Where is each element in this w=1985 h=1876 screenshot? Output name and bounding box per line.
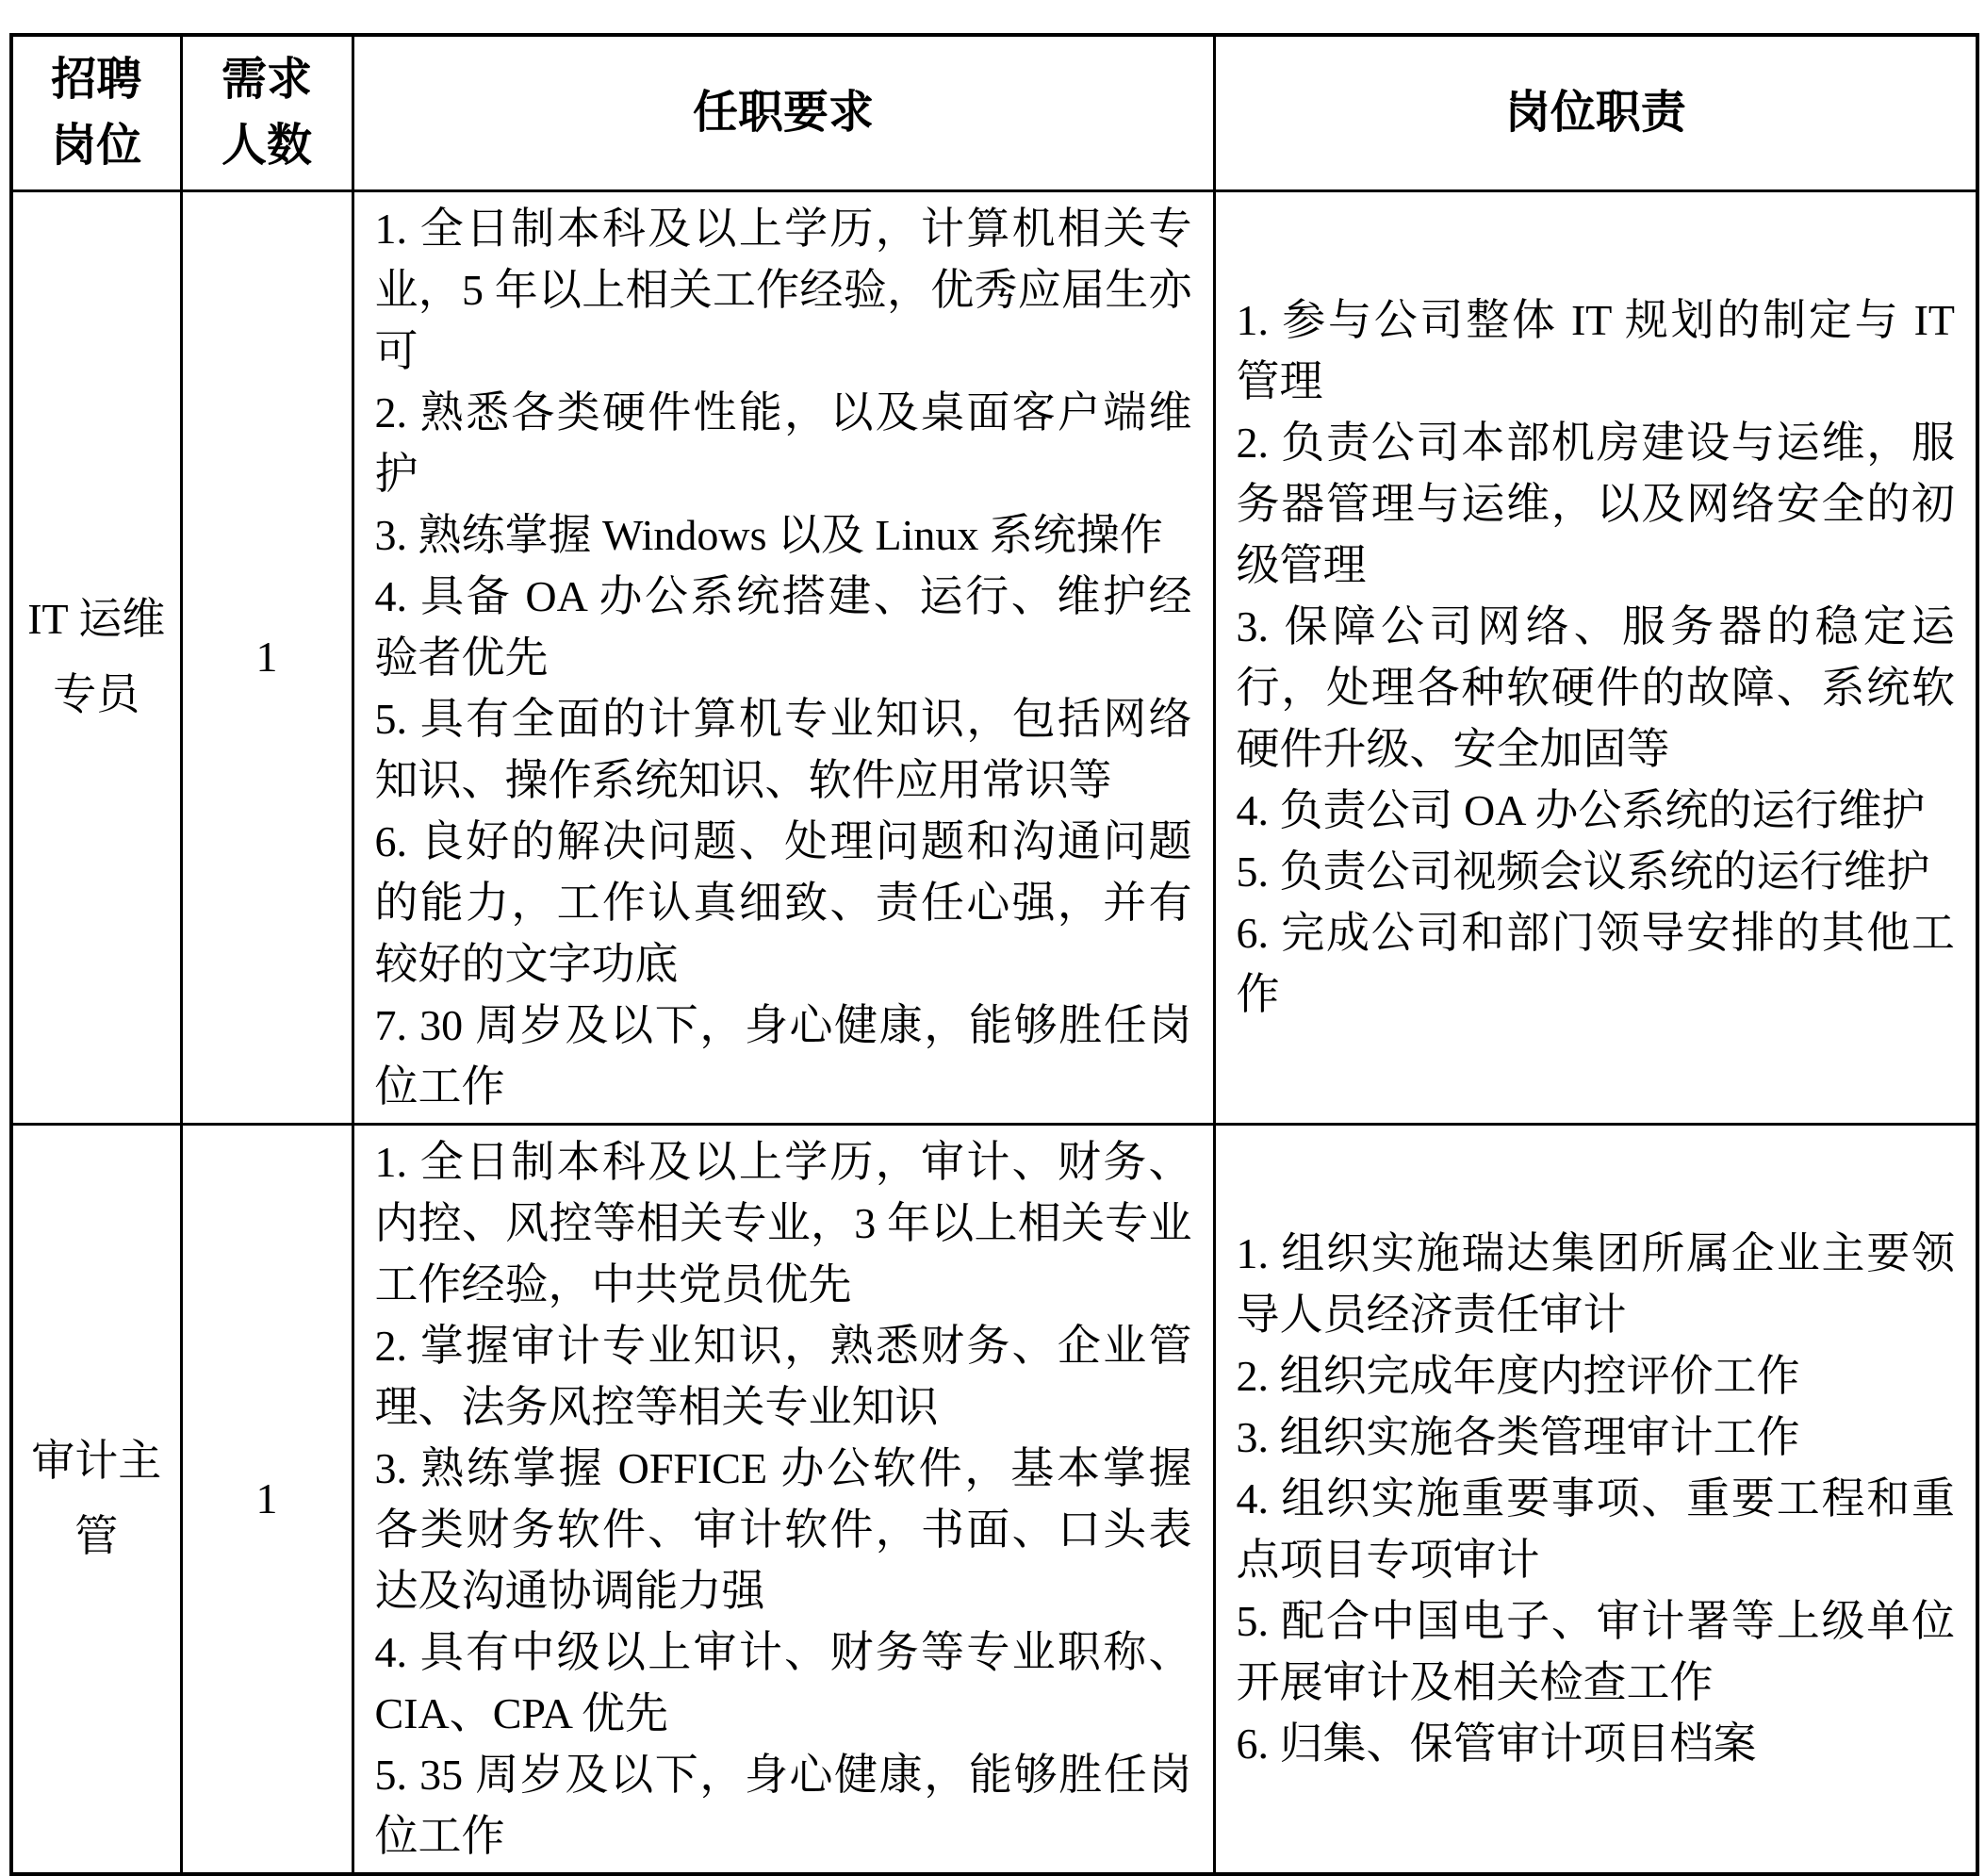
duties-cell	[1214, 190, 1977, 1124]
list-item: 3. 保障公司网络、服务器的稳定运行，处理各种软硬件的故障、系统软硬件升级、安全加固等	[1236, 602, 1955, 773]
list-item: 1. 组织实施瑞达集团所属企业主要领导人员经济责任审计	[1236, 1229, 1955, 1339]
position-cell: IT 运维专员	[11, 190, 181, 1124]
list-item: 5. 具有全面的计算机专业知识，包括网络知识、操作系统知识、软件应用常识等	[374, 694, 1192, 804]
table-row	[11, 190, 1977, 1124]
list-item: 3. 熟练掌握 Windows 以及 Linux 系统操作	[374, 510, 1163, 559]
requirements-cell	[353, 1124, 1214, 1874]
list-item: 4. 负责公司 OA 办公系统的运行维护	[1236, 786, 1926, 834]
list-item: 1. 参与公司整体 IT 规划的制定与 IT 管理	[1236, 296, 1955, 405]
list-item: 3. 熟练掌握 OFFICE 办公软件，基本掌握各类财务软件、审计软件，书面、口头表达及沟通协调能力强	[374, 1443, 1192, 1615]
list-item: 2. 熟悉各类硬件性能，以及桌面客户端维护	[374, 387, 1192, 498]
list-item: 2. 负责公司本部机房建设与运维，服务器管理与运维，以及网络安全的初级管理	[1236, 419, 1955, 589]
header-headcount	[181, 35, 353, 190]
list-item: 4. 具备 OA 办公系统搭建、运行、维护经验者优先	[374, 571, 1192, 682]
duties-cell	[1214, 1124, 1977, 1874]
recruitment-table	[9, 33, 1979, 1876]
header-headcount-label: 需求人数	[221, 54, 313, 171]
list-item: 6. 完成公司和部门领导安排的其他工作	[1236, 909, 1955, 1018]
list-item: 5. 负责公司视频会议系统的运行维护	[1236, 847, 1930, 896]
header-position-label: 招聘岗位	[51, 54, 142, 171]
list-item: 5. 配合中国电子、审计署等上级单位开展审计及相关检查工作	[1236, 1597, 1955, 1706]
header-duties: 岗位职责	[1214, 35, 1977, 190]
list-item: 6. 良好的解决问题、处理问题和沟通问题的能力，工作认真细致、责任心强，并有较好的文字功底	[374, 816, 1192, 988]
list-item: 2. 掌握审计专业知识，熟悉财务、企业管理、法务风控等相关专业知识	[374, 1321, 1192, 1431]
requirements-cell	[353, 190, 1214, 1124]
list-item: 6. 归集、保管审计项目档案	[1236, 1720, 1757, 1768]
list-item: 7. 30 周岁及以下，身心健康，能够胜任岗位工作	[374, 1000, 1192, 1111]
header-requirements: 任职要求	[353, 35, 1214, 190]
table-row	[11, 1124, 1977, 1874]
list-item: 1. 全日制本科及以上学历，审计、财务、内控、风控等相关专业，3 年以上相关专业工作经验，中共党员优先	[374, 1137, 1192, 1308]
list-item: 4. 具有中级以上审计、财务等专业职称、CIA、CPA 优先	[374, 1627, 1192, 1737]
position-cell: 审计主管	[11, 1124, 181, 1874]
headcount-cell: 1	[181, 190, 353, 1124]
headcount-cell: 1	[181, 1124, 353, 1874]
list-item: 5. 35 周岁及以下，身心健康，能够胜任岗位工作	[374, 1750, 1192, 1860]
header-row	[11, 35, 1977, 190]
list-item: 1. 全日制本科及以上学历，计算机相关专业，5 年以上相关工作经验，优秀应届生亦可	[374, 204, 1192, 375]
list-item: 2. 组织完成年度内控评价工作	[1236, 1352, 1800, 1400]
list-item: 4. 组织实施重要事项、重要工程和重点项目专项审计	[1236, 1474, 1955, 1584]
header-position	[11, 35, 181, 190]
list-item: 3. 组织实施各类管理审计工作	[1236, 1413, 1800, 1461]
